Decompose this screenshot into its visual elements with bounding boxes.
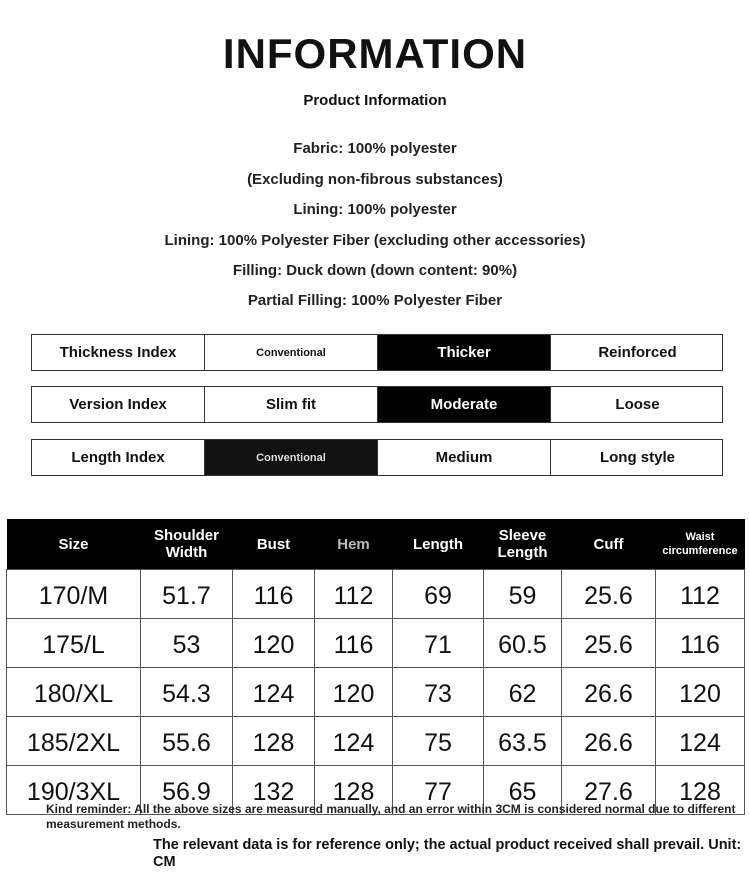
cell-size: 175/L (7, 619, 141, 668)
header-hem: Hem (315, 519, 393, 570)
cell-size: 170/M (7, 570, 141, 619)
cell-hem: 112 (315, 570, 393, 619)
cell-length: 77 (393, 766, 484, 815)
cell-bust: 120 (233, 619, 315, 668)
info-partial-filling: Partial Filling: 100% Polyester Fiber (247, 292, 503, 309)
header-cuff: Cuff (562, 519, 656, 570)
size-table-header-row (7, 519, 745, 570)
cell-length: 71 (393, 619, 484, 668)
length-option-conventional: Conventional (205, 440, 378, 475)
info-lining: Lining: 100% polyester (293, 201, 457, 218)
cell-bust: 132 (233, 766, 315, 815)
product-information-heading: Product Information (303, 92, 447, 109)
reference-note: The relevant data is for reference only; the actual product received shall prevail. Unit: CM (153, 837, 742, 870)
cell-hem: 128 (315, 766, 393, 815)
header-bust: Bust (233, 519, 315, 570)
info-lining-fiber: Lining: 100% Polyester Fiber (excluding other accessories) (164, 232, 586, 249)
cell-shoulder-width: 53 (141, 619, 233, 668)
table-row (7, 668, 745, 717)
length-index-row (31, 439, 723, 476)
cell-size: 190/3XL (7, 766, 141, 815)
header-length: Length (393, 519, 484, 570)
info-filling: Filling: Duck down (down content: 90%) (232, 262, 518, 279)
cell-sleeve-length: 65 (484, 766, 562, 815)
cell-waist: 112 (656, 570, 745, 619)
cell-cuff: 25.6 (562, 570, 656, 619)
version-option-moderate: Moderate (378, 387, 551, 422)
header-sleeve-length: Sleeve Length (484, 519, 562, 570)
size-table (6, 519, 745, 815)
thickness-index-label: Thickness Index (32, 335, 205, 370)
cell-waist: 124 (656, 717, 745, 766)
cell-hem: 124 (315, 717, 393, 766)
version-option-loose: Loose (615, 396, 660, 413)
cell-hem: 120 (315, 668, 393, 717)
cell-waist: 116 (656, 619, 745, 668)
cell-shoulder-width: 54.3 (141, 668, 233, 717)
thickness-option-conventional: Conventional (205, 335, 378, 370)
cell-cuff: 25.6 (562, 619, 656, 668)
cell-length: 75 (393, 717, 484, 766)
cell-shoulder-width: 56.9 (141, 766, 233, 815)
cell-sleeve-length: 62 (484, 668, 562, 717)
version-option-slim-fit: Slim fit (205, 387, 378, 422)
table-row (7, 570, 745, 619)
cell-size: 180/XL (7, 668, 141, 717)
table-row (7, 717, 745, 766)
cell-bust: 124 (233, 668, 315, 717)
kind-reminder-note: Kind reminder: All the above sizes are measured manually, and an error within 3CM is considered normal due to different measurement methods. (46, 802, 736, 831)
cell-bust: 128 (233, 717, 315, 766)
thickness-index-row (31, 334, 723, 371)
cell-waist: 128 (656, 766, 745, 815)
cell-waist: 120 (656, 668, 745, 717)
cell-cuff: 26.6 (562, 668, 656, 717)
cell-hem: 116 (315, 619, 393, 668)
info-exclusion-note: (Excluding non-fibrous substances) (247, 171, 503, 188)
table-row (7, 619, 745, 668)
version-index-label: Version Index (32, 387, 205, 422)
version-index-row (31, 386, 723, 423)
cell-sleeve-length: 59 (484, 570, 562, 619)
cell-length: 69 (393, 570, 484, 619)
length-option-medium: Medium (378, 440, 551, 475)
info-fabric: Fabric: 100% polyester (293, 140, 457, 157)
cell-length: 73 (393, 668, 484, 717)
cell-cuff: 27.6 (562, 766, 656, 815)
cell-shoulder-width: 51.7 (141, 570, 233, 619)
cell-bust: 116 (233, 570, 315, 619)
cell-sleeve-length: 63.5 (484, 717, 562, 766)
thickness-option-thicker: Thicker (378, 335, 551, 370)
length-index-label: Length Index (32, 440, 205, 475)
header-size: Size (7, 519, 141, 570)
cell-size: 185/2XL (7, 717, 141, 766)
length-option-long-style: Long style (599, 449, 675, 466)
cell-cuff: 26.6 (562, 717, 656, 766)
page-title: INFORMATION (222, 30, 528, 77)
cell-sleeve-length: 60.5 (484, 619, 562, 668)
cell-shoulder-width: 55.6 (141, 717, 233, 766)
header-waist-circumference: Waist circumference (656, 519, 745, 570)
thickness-option-reinforced: Reinforced (598, 344, 677, 361)
header-shoulder-width: Shoulder Width (141, 519, 233, 570)
